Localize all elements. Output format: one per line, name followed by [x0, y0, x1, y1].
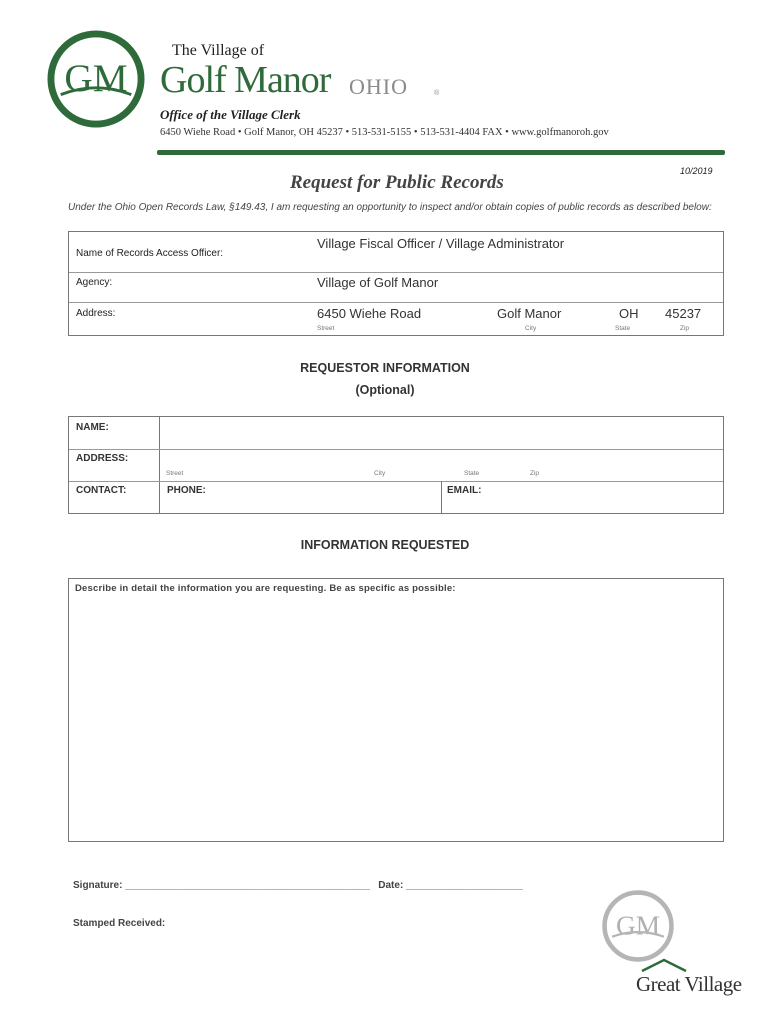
state-caption: State	[615, 325, 631, 332]
form-title: Request for Public Records	[290, 172, 504, 193]
information-heading: INFORMATION REQUESTED	[300, 538, 470, 552]
information-textarea[interactable]	[68, 578, 724, 842]
stamped-received-label: Stamped Received:	[73, 918, 166, 929]
intro-text: Under the Ohio Open Records Law, §149.43, I am requesting an opportunity to inspect and/or obtain copies of public records as described below:	[68, 202, 712, 213]
bottom-logo-letters: GM	[615, 910, 661, 941]
office-title: Office of the Village Clerk	[160, 107, 301, 122]
information-prompt: Describe in detail the information you are requesting. Be as specific as possible:	[75, 583, 456, 594]
street-caption: Street	[166, 470, 184, 477]
village-name: Golf Manor	[160, 59, 331, 101]
roof-icon	[640, 958, 688, 972]
contact-label: CONTACT:	[76, 485, 127, 496]
header-rule	[157, 150, 725, 155]
zip-value[interactable]: 45237	[665, 306, 702, 321]
agency-row	[69, 273, 723, 303]
requestor-title: REQUESTOR INFORMATION	[300, 361, 470, 375]
address-row	[69, 303, 723, 336]
state-caption: State	[464, 470, 480, 477]
zip-caption: Zip	[530, 470, 540, 477]
great-village-logo	[600, 888, 676, 964]
street-value[interactable]: 6450 Wiehe Road	[317, 306, 422, 321]
agency-value[interactable]: Village of Golf Manor	[317, 275, 439, 290]
street-caption: Street	[317, 325, 335, 332]
officer-row	[69, 232, 723, 273]
village-of-text: The Village of	[172, 42, 265, 59]
logo-letters: GM	[64, 56, 128, 100]
phone-field[interactable]	[209, 482, 439, 512]
email-field[interactable]	[489, 482, 721, 512]
great-village-tagline: Great Village	[636, 972, 742, 996]
state-value[interactable]: OH	[619, 306, 639, 321]
registered-mark: ®	[434, 90, 440, 97]
officer-label: Name of Records Access Officer:	[76, 248, 224, 259]
requestor-address-label: ADDRESS:	[76, 453, 129, 464]
city-value[interactable]: Golf Manor	[497, 306, 562, 321]
officer-table	[68, 231, 724, 336]
requestor-address-field[interactable]	[161, 450, 721, 480]
phone-label: PHONE:	[167, 485, 206, 496]
column-divider	[159, 417, 160, 513]
contact-line: 6450 Wiehe Road • Golf Manor, OH 45237 • 513-531-5155 • 513-531-4404 FAX • www.golfmanoroh.gov	[160, 127, 609, 138]
contact-divider	[441, 481, 442, 513]
form-date: 10/2019	[680, 166, 713, 176]
officer-value[interactable]: Village Fiscal Officer / Village Administrator	[317, 236, 565, 251]
golf-manor-logo	[47, 30, 145, 128]
city-caption: City	[525, 325, 537, 332]
state-name: OHIO	[349, 74, 408, 99]
requestor-optional: (Optional)	[355, 383, 415, 397]
requestor-table	[68, 416, 724, 514]
address-label: Address:	[76, 308, 116, 319]
requestor-heading	[0, 357, 770, 401]
requestor-name-field[interactable]	[161, 418, 721, 448]
requestor-name-label: NAME:	[76, 422, 109, 433]
agency-label: Agency:	[76, 277, 113, 288]
city-caption: City	[374, 470, 386, 477]
email-label: EMAIL:	[447, 485, 482, 496]
zip-caption: Zip	[680, 325, 690, 332]
signature-date-line[interactable]: Signature: ____________________________________________ Date: _____________________	[73, 880, 523, 891]
